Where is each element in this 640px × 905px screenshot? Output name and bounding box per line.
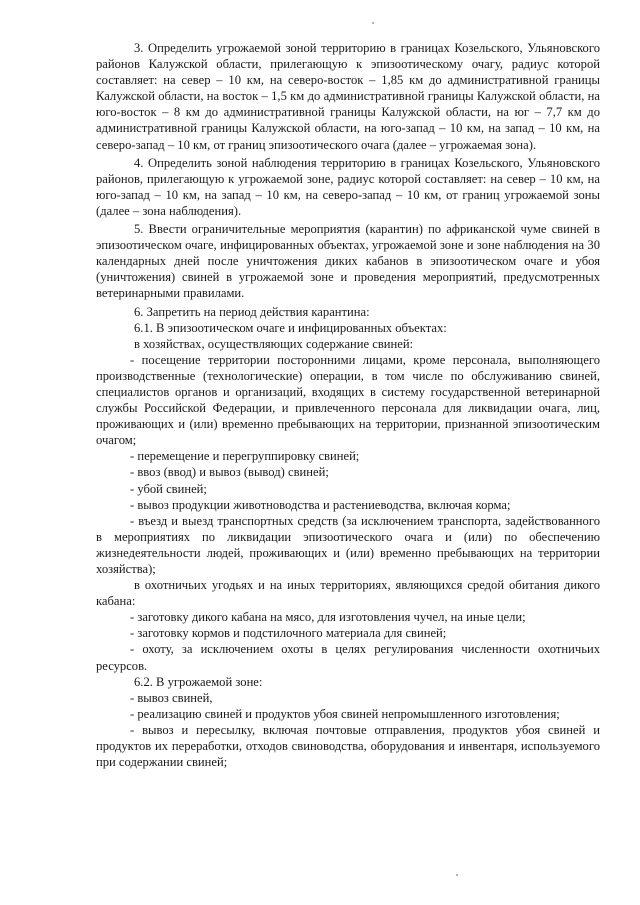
list-item-vehicles: - въезд и выезд транспортных средств (за исключением транспорта, задействованного в мероприятиях по ликвидации эпизоотического очага и (или) по обеспечению жизнедеятельности людей, проживающих и (или) временно пребывающих на территории хозяйства); [96,513,600,576]
list-item-movement: - перемещение и перегруппировку свиней; [130,449,360,464]
paragraph-3: 3. Определить угрожаемой зоной территорию в границах Козельского, Ульяновского районов Калужской области, прилегающую к эпизоотическому очагу, радиус которой составляет: на север – 10 км, на северо-восток – 1,85 км до административной границы Калужской области, на восток – 1,5 км до административной границы Калужской области, на юго-восток – 8 км до административной границы Калужской области, на юг – 7,7 км до административной границы Калужской области, на юго-запад – 10 км, на запад – 10 км, на северо-запад – 10 км, от границ эпизоотического очага (далее – угрожаемая зона). [96,41,600,152]
list-item-slaughter: - убой свиней; [130,481,207,496]
paragraph-6-2: 6.2. В угрожаемой зоне: [134,674,263,689]
list-item-hunting: - охоту, за исключением охоты в целях регулирования численности охотничьих ресурсов. [96,642,600,673]
paragraph-6-1: 6.1. В эпизоотическом очаге и инфицированных объектах: [134,320,447,335]
scan-speck [456,874,458,876]
list-item-boar-harvest: - заготовку дикого кабана на мясо, для изготовления чучел, на иные цели; [130,610,526,625]
paragraph-hunting-grounds: в охотничьих угодьях и на иных территориях, являющихся средой обитания дикого кабана: [96,578,600,609]
list-item-products: - вывоз продукции животноводства и растениеводства, включая корма; [130,497,511,512]
paragraph-farms-heading: в хозяйствах, осуществляющих содержание свиней: [134,336,414,351]
paragraph-5: 5. Ввести ограничительные мероприятия (карантин) по африканской чуме свиней в эпизоотическом очаге, инфицированных объектах, угрожаемой зоне и зоне наблюдения на 30 календарных дней после уничтожения диких кабанов в эпизоотическом очаге и убоя (уничтожения) свиней в угрожаемой зоне и проведения мероприятий, предусмотренных ветеринарными правилами. [96,222,600,301]
paragraph-4: 4. Определить зоной наблюдения территорию в границах Козельского, Ульяновского районов, прилегающую к угрожаемой зоне, радиус которой составляет: на север – 10 км, на юго-запад – 10 км, на запад – 10 км, на северо-запад – 10 км, от границ угрожаемой зоны (далее – зона наблюдения). [96,155,600,218]
list-item-shipping: - вывоз и пересылку, включая почтовые отправления, продуктов убоя свиней и продуктов их переработки, отходов свиноводства, оборудования и инвентаря, используемого при содержании свиней; [96,722,600,770]
list-item-visits: - посещение территории посторонними лицами, кроме персонала, выполняющего производственные (технологические) операции, в том числе по обслуживанию свиней, специалистов органов и организаций, входящих в систему государственной ветеринарной службы Российской Федерации, и привлеченного персонала для ликвидации очага, лиц, проживающих и (или) временно пребывающих на территории, признанной эпизоотическим очагом; [96,352,600,448]
list-item-import-export: - ввоз (ввод) и вывоз (вывод) свиней; [130,465,329,480]
list-item-pig-export: - вывоз свиней, [130,690,213,705]
document-body [96,40,600,770]
paragraph-6: 6. Запретить на период действия карантина: [134,304,370,319]
list-item-sale: - реализацию свиней и продуктов убоя свиней непромышленного изготовления; [130,706,560,721]
list-item-feed: - заготовку кормов и подстилочного материала для свиней; [130,626,447,641]
scan-speck [372,22,374,24]
